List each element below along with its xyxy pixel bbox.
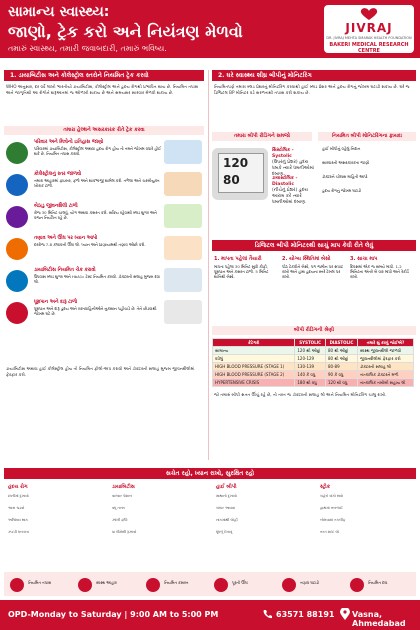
list-item [4,170,204,199]
benefit-item: હાઈ બીપીનું વહેલું નિદાન [322,146,361,151]
table-cell: HYPERTENSIVE CRISIS [213,379,295,387]
table-cell: 80-89 [325,363,357,371]
step-title: 1. માપતા પહેલાં તૈયારી [214,256,262,262]
table-cell: 120 થી વધુ [325,379,357,387]
warnings-title: સચેત રહો, ધ્યાન રાખો, સુરક્ષિત રહો [4,468,416,479]
footer [0,600,420,630]
phone-number[interactable]: 63571 88191 [276,610,335,619]
table-cell: તાત્કાલિક ડૉક્ટરને મળો [358,371,414,379]
item-title: ડાયાબિટીસ નિયમિત ચેક કરાવો [34,268,96,273]
systolic-note [272,148,314,178]
item-text: દરરોજ 7-8 કલાકની ઊંઘ લો. ધ્યાન અને પ્રાણાયામથી તણાવ ઓછો કરો. [34,242,146,247]
item-text: ધૂમ્રપાન અને દારૂ હૃદય અને રક્તવાહિનીઓને નુકસાન પહોંચાડે છે. તેને છોડવાથી જોખમ ઘટે છે. [34,306,157,316]
column-divider [208,70,209,460]
bp-table [212,338,414,387]
strip-item: નિયમિત દવા [368,580,388,585]
exercise-image [164,204,202,228]
no-smoking-icon [6,302,28,324]
warning-item: વારંવાર પેશાબ [112,494,132,498]
list-item [4,138,204,167]
table-cell: 180 થી વધુ [295,379,326,387]
table-header: SYSTOLIC [295,339,326,347]
table-cell: HIGH BLOOD PRESSURE (STAGE 1) [213,363,295,371]
systolic-text: (ઉપરનું પ્રેશર) હૃદય ધબકે ત્યારે ધમનીઓમાં દબાણ. [272,160,314,177]
warning-item: તરત મદદ લો [320,530,340,534]
item-title: તણાવ અને ઊંઘ પર ધ્યાન આપો [34,236,98,241]
location: Vasna, Ahmedabad [352,610,406,628]
warning-item: નાકમાંથી લોહી [216,518,238,522]
exercise-icon [146,578,160,592]
table-header: DIASTOLIC [325,339,357,347]
strip-item: નિયમિત કસરત [164,580,189,585]
table-heading: બીપી રીડિંગની શ્રેણી [212,326,416,335]
table-cell: 140 કે વધુ [295,371,326,379]
left-footnote: ડાયાબિટીસ અથવા હાઈ કોલેસ્ટ્રોલ હોય તો નિયમિત ફોલો-અપ કરાવો અને ડૉક્ટરની સલાહ મુજબ જીવનશૈલીમાં ફેરફાર કરો. [6,366,195,377]
logo-sub: DR. JIVRAJ MEHTA SMARAK HEALTH FOUNDATION [326,36,412,40]
phone-icon [262,609,272,619]
bp-monitor-icon [212,148,268,200]
list-item [4,234,204,263]
tagline: તમારું સ્વાસ્થ્ય, તમારી જવાબદારી, તમારું ભવિષ્ય. [8,44,167,53]
table-cell: HIGH BLOOD PRESSURE (STAGE 2) [213,371,295,379]
table-note: જો તમારું બીપી સતત ઊંચું રહે છે, તો તરત જ ડૉક્ટરની સલાહ લો અને નિયમિત મોનિટરિંગ ચાલુ રાખો. [214,392,387,397]
item-text: રોજ 30 મિનિટ ચાલવું, યોગ અથવા કસરત કરો. સક્રિય રહેવાથી બ્લડ શુગર અને વજન નિયંત્રિત રહે છે. [34,210,157,220]
left-section-title: 1. ડાયાબિટીસ અને કોલેસ્ટ્રોલ સ્તરોને નિયમિત ટ્રેક કરવો [4,70,204,81]
item-title: બેઠાડુ જીવનશૈલી ટાળો [34,204,78,209]
doctor-image [164,268,202,292]
sleep-icon [214,578,228,592]
step-text: દિવસમાં એક જ સમયે માપો. 1-2 મિનિટના અંતરે બે વાર માપો અને રેકોર્ડ રાખો. [350,264,409,279]
strip-item: પૂરતી ઊંઘ [232,580,248,585]
diastolic-label: ડાયાસ્ટોલિક - Diastolic [272,176,298,187]
table-row [213,355,414,363]
location-pin-icon [340,608,350,620]
logo [324,5,414,53]
table-row [213,363,414,371]
table-row [213,347,414,355]
exercise-icon [6,206,28,228]
item-title: પરિવાર અને મિત્રોનો ઇતિહાસ જાણો [34,140,104,145]
step-title: 2. યોગ્ય સ્થિતિમાં બેસો [282,256,331,262]
warning-heading: સ્ટ્રોક [320,484,331,490]
table-cell: 90 કે વધુ [325,371,357,379]
table-cell: 80 થી ઓછું [325,347,357,355]
list-item [4,266,204,295]
family-image [164,140,202,164]
table-cell: 120-129 [295,355,326,363]
glucose-icon [6,270,28,292]
warning-item: ઝડપી ધબકારા [8,530,30,534]
table-header-row [213,339,414,347]
diastolic-text: (નીચેનું પ્રેશર) હૃદય આરામ કરે ત્યારે ધમનીઓમાં દબાણ. [272,188,309,205]
sleep-icon [6,238,28,260]
table-header: તમારે શું કરવું જોઈએ? [358,339,414,347]
table-cell: તાત્કાલિક તબીબી સહાય લો [358,379,414,387]
right-intro: નિયમિતપણે તમારા બ્લડ પ્રેશરનું મોનિટરિંગ કરવાથી હાઈ બ્લડ પ્રેશર અને હૃદય રોગનું જોખમ ઘટાડી શકાય છે. ઘરે જ ડિજિટલ BP મોનિટર વડે સરળતાથી તપાસ કરી શકાય છે. [214,84,410,95]
title-line-1: સામાન્ય સ્વાસ્થ્ય: [8,4,110,20]
warning-heading: ડાયાબિટીસ [112,484,135,490]
warning-item: અતિશય થાક [8,518,29,522]
diastolic-note [272,176,314,206]
step-text: પીઠ ટેકવીને બેસો, પગ જમીન પર સપાટ રાખો અને હાથ હૃદયના સ્તરે ટેબલ પર રાખો. [282,264,343,279]
header [0,0,420,58]
table-cell: 130-139 [295,363,326,371]
warning-item: ચક્કર આવવા [216,506,235,510]
step-title: 3. સાચા માપ [350,256,378,262]
table-cell: સામાન્ય [213,347,295,355]
no-smoking-image [164,300,202,324]
table-cell: ડૉક્ટરની સલાહ લો [358,363,414,371]
item-text: તમારા આહારમાં ફાઇબર, ફળો અને શાકભાજી શામેલ કરો. તળેલા અને ચરબીયુક્ત ખોરાક ટાળો. [34,178,160,188]
family-icon [6,142,28,164]
benefits-heading: નિયમિત બીપી મોનિટરિંગના ફાયદા [318,132,416,141]
table-cell: વધેલું [213,355,295,363]
table-header: કેટેગરી [213,339,295,347]
warning-item: શ્વાસ ચડવો [8,506,25,510]
warning-item: ધૂંધળું દેખાવું [216,530,233,534]
bp-systolic-value: 120 [223,156,249,170]
warning-item: છાતીમાં દુખાવો [8,494,29,498]
heart-leaf-icon [358,7,380,21]
bp-screen [218,153,264,193]
item-text: પરિવારમાં ડાયાબિટીસ, કોલેસ્ટ્રોલ અથવા હૃદય રોગ હોય તો તમને જોખમ વધારે હોઈ શકે છે. નિયમિત તપાસ કરાવો. [34,146,161,156]
list-item [4,298,204,327]
medicine-icon [350,578,364,592]
warning-heading: હાઈ બીપી [216,484,237,490]
warning-heading: હૃદય રોગ [8,484,28,490]
item-title: ધૂમ્રપાન અને દારૂ ટાળો [34,300,78,305]
step-text: માપતા પહેલા 30 મિનિટ સુધી કોફી, ધૂમ્રપાન અને કસરત ટાળો. 5 મિનિટ શાંતિથી બેસો. [214,264,269,279]
table-cell: સ્વસ્થ જીવનશૈલી જાળવો [358,347,414,355]
table-row [213,371,414,379]
strip-item: તણાવ ઘટાડો [300,580,319,585]
item-text: ઉપવાસ બ્લડ શુગર અને HbA1c ટેસ્ટ નિયમિત કરાવો. ડૉક્ટરની સલાહ મુજબ દવા લો. [34,274,160,284]
meditation-image [164,236,202,260]
bp-diastolic-value: 80 [223,173,240,187]
list-item [4,202,204,231]
warning-item: ઝાંખી દ્રષ્ટિ [112,518,128,522]
warning-item: બોલવામાં તકલીફ [320,518,346,522]
logo-sub2: BAKERI MEDICAL RESEARCH CENTRE [329,42,409,54]
benefit-item: સારવારની અસરકારકતા જાણો [322,160,370,165]
table-cell: જીવનશૈલીમાં ફેરફાર કરો [358,355,414,363]
benefit-item: ડૉક્ટરને ચોક્કસ માહિતી આપો [322,174,368,179]
bp-heading: તમારા બીપી રીડિંગને સમજો [212,132,312,141]
item-title: કોલેસ્ટ્રોલનું સ્તર જાળવો [34,172,82,177]
diet-icon [78,578,92,592]
opd-hours: OPD-Monday to Saturday | 9:00 AM to 5:00 PM [8,610,219,619]
table-cell: 120 થી ઓછું [295,347,326,355]
steps-bar: ડિજિટલ બીપી મોનિટરથી સાચું માપ કેવી રીતે લેવું [212,240,416,251]
stress-icon [282,578,296,592]
warning-item: વધુ તરસ [112,506,125,510]
warning-item: ચહેરો વાંકો થવો [320,494,343,498]
food-image [164,172,202,196]
table-cell: 80 થી ઓછું [325,355,357,363]
systolic-label: સિસ્ટોલિક - Systolic [272,148,294,159]
warning-item: માથાનો દુખાવો [216,494,237,498]
strip-item: સ્વસ્થ આહાર [96,580,117,585]
cholesterol-icon [6,174,28,196]
table-row [213,379,414,387]
logo-name: JIVRAJ [345,21,393,35]
left-subbar: તમારા હેલ્થને અસરકારક રીતે ટ્રેક કરવા [4,126,204,135]
right-section-title: 2. ઘરે સ્વાસ્થ્ય શીઘ્ર બીપીનું મોનિટરિંગ [212,70,416,81]
left-intro: WHO અનુસાર, દર વર્ષે લાખો ભારતીયો ડાયાબિટીસ, કોલેસ્ટ્રોલ અને હૃદય રોગથી પ્રભાવિત થાય છે. નિયમિત તપાસ અને જાગૃતિથી આ રોગોને શરૂઆતમાં જ ઓળખી શકાય છે અને સમયસર સારવાર મેળવી શકાય છે. [6,84,199,95]
strip-item: નિયમિત તપાસ [28,580,52,585]
checkup-icon [10,578,24,592]
benefit-item: હૃદય રોગનું જોખમ ઘટાડો [322,188,362,193]
warning-item: હાથમાં નબળાઈ [320,506,343,510]
title-line-2: જાણો, ટ્રેક કરો અને નિયંત્રણ મેળવો [8,22,243,41]
warning-item: ઘા ધીમેથી રૂઝાવો [112,530,137,534]
